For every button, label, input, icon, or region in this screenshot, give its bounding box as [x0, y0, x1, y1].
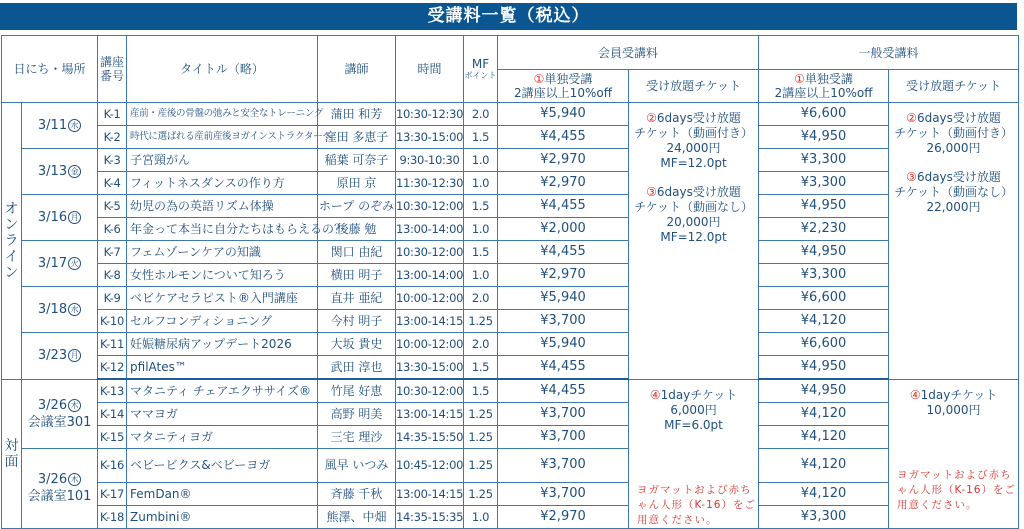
room-label: 会議室301 — [27, 414, 92, 430]
course-row — [2, 379, 1019, 403]
general-ticket-cell — [889, 379, 1019, 528]
course-row — [2, 403, 1019, 426]
member-price: ¥2,970 — [498, 172, 629, 195]
header-code: 講座番号 — [98, 36, 127, 103]
circled-number-1: ① — [533, 72, 545, 86]
general-price: ¥3,300 — [759, 505, 889, 528]
course-title: pfilAtes™ — [127, 356, 318, 380]
header-mf-label: MF — [471, 57, 490, 71]
course-title: セルフコンディショニング — [127, 310, 318, 333]
member-price: ¥3,700 — [498, 482, 629, 505]
mf-points: 1.5 — [464, 241, 498, 264]
general-price: ¥2,230 — [759, 218, 889, 241]
time: 13:00-14:15 — [396, 310, 464, 333]
general-price: ¥4,950 — [759, 195, 889, 218]
general-price: ¥3,300 — [759, 149, 889, 172]
course-title: 子宮頸がん — [127, 149, 318, 172]
course-code: K-6 — [98, 218, 127, 241]
header-date-place: 日にち・場所 — [2, 36, 98, 103]
single-label: 単独受講 — [804, 72, 853, 86]
lecturer: 蒲田 和芳 — [318, 103, 396, 126]
member-ticket-block — [629, 111, 758, 171]
course-row — [2, 287, 1019, 310]
member-ticket-line: MF=12.0pt — [660, 156, 727, 170]
header-general-fee: 一般受講料 — [759, 36, 1019, 70]
time: 14:35-15:50 — [396, 426, 464, 449]
lecturer: 竹尾 好恵 — [318, 379, 396, 403]
member-price: ¥2,000 — [498, 218, 629, 241]
day-of-week-badge: 水 — [68, 119, 81, 132]
time: 10:30-12:00 — [396, 195, 464, 218]
header-general-ticket: 受け放題チケット — [889, 70, 1019, 103]
date-cell — [22, 195, 98, 241]
header-time: 時間 — [396, 36, 464, 103]
course-title: 妊娠糖尿病アップデート2026 — [127, 333, 318, 356]
member-price: ¥4,455 — [498, 241, 629, 264]
section-label: 対面 — [2, 379, 22, 528]
mf-points: 2.0 — [464, 103, 498, 126]
mf-points: 1.25 — [464, 310, 498, 333]
date-label: 3/26 — [37, 397, 68, 413]
section-label: オンライン — [2, 103, 22, 380]
lecturer: 今村 明子 — [318, 310, 396, 333]
mf-points: 1.5 — [464, 356, 498, 380]
general-ticket-line: 26,000円 — [926, 141, 981, 155]
member-price: ¥5,940 — [498, 103, 629, 126]
time: 10:00-12:00 — [396, 287, 464, 310]
mf-points: 1.0 — [464, 149, 498, 172]
header-mf-sub: ポイント — [464, 71, 497, 80]
lecturer: 熊澤、中畑 — [318, 505, 396, 528]
member-ticket-cell — [629, 379, 759, 528]
course-row — [2, 333, 1019, 356]
time: 13:00-14:00 — [396, 264, 464, 287]
page-title: 受講料一覧（税込） — [0, 3, 1017, 30]
course-title: 時代に選ばれる産前産後ヨガインストラクターへ — [127, 126, 318, 149]
course-code: K-8 — [98, 264, 127, 287]
member-price: ¥4,455 — [498, 195, 629, 218]
member-ticket-block — [629, 388, 758, 433]
mf-points: 1.25 — [464, 403, 498, 426]
course-title: ベビービクス&ベビーヨガ — [127, 449, 318, 483]
general-price: ¥4,950 — [759, 379, 889, 403]
course-title: 産前・産後の骨盤の弛みと安全なトレーニング — [127, 103, 318, 126]
course-code: K-2 — [98, 126, 127, 149]
course-code: K-16 — [98, 449, 127, 483]
discount-label: 2講座以上10%off — [514, 86, 612, 100]
single-label: 単独受講 — [544, 72, 593, 86]
day-of-week-badge: 水 — [68, 303, 81, 316]
course-code: K-3 — [98, 149, 127, 172]
header-member-ticket: 受け放題チケット — [629, 70, 759, 103]
general-ticket-line: 1dayチケット — [920, 387, 998, 402]
general-price: ¥3,300 — [759, 264, 889, 287]
mf-points: 1.0 — [464, 218, 498, 241]
course-row — [2, 172, 1019, 195]
course-title: 幼児の為の英語リズム体操 — [127, 195, 318, 218]
mf-points: 1.25 — [464, 449, 498, 483]
member-ticket-line: チケット（動画なし） — [634, 200, 753, 214]
mf-points: 1.5 — [464, 195, 498, 218]
member-ticket-line: 20,000円 — [666, 215, 721, 229]
member-price: ¥3,700 — [498, 449, 629, 483]
mf-points: 1.25 — [464, 482, 498, 505]
lecturer: 直井 亜紀 — [318, 287, 396, 310]
lecturer: 原田 京 — [318, 172, 396, 195]
general-price: ¥3,300 — [759, 172, 889, 195]
member-ticket-line: 6days受け放題 — [656, 185, 741, 199]
member-price: ¥3,700 — [498, 310, 629, 333]
general-price: ¥4,120 — [759, 449, 889, 483]
general-price: ¥4,120 — [759, 403, 889, 426]
date-label: 3/26 — [37, 472, 68, 488]
course-code: K-11 — [98, 333, 127, 356]
course-code: K-10 — [98, 310, 127, 333]
circled-number: ③ — [906, 170, 917, 184]
lecturer: 横田 明子 — [318, 264, 396, 287]
course-title: Zumbini® — [127, 505, 318, 528]
header-general-single — [759, 70, 889, 103]
mf-points: 1.0 — [464, 172, 498, 195]
course-row — [2, 426, 1019, 449]
general-price: ¥4,120 — [759, 426, 889, 449]
course-title: フェムゾーンケアの知識 — [127, 241, 318, 264]
circled-number: ④ — [649, 387, 661, 402]
time: 9:30-10:30 — [396, 149, 464, 172]
preparation-note: ヨガマットおよび赤ちゃん人形（K-16）をご用意ください。 — [897, 468, 1016, 511]
member-price: ¥2,970 — [498, 264, 629, 287]
date-cell — [22, 241, 98, 287]
member-price: ¥5,940 — [498, 287, 629, 310]
general-ticket-cell — [889, 103, 1019, 380]
course-code: K-17 — [98, 482, 127, 505]
general-ticket-line: チケット（動画付き） — [894, 126, 1013, 140]
course-row — [2, 149, 1019, 172]
circled-number: ③ — [646, 185, 657, 199]
day-of-week-badge: 木 — [68, 399, 81, 412]
course-title: マタニティ チェアエクササイズ® — [127, 379, 318, 403]
date-label: 3/23 — [37, 348, 68, 364]
mf-points: 1.25 — [464, 426, 498, 449]
date-label: 3/18 — [37, 302, 68, 317]
time: 13:00-14:00 — [396, 218, 464, 241]
course-row — [2, 195, 1019, 218]
lecturer: 後藤 勉 — [318, 218, 396, 241]
general-price: ¥6,600 — [759, 333, 889, 356]
general-ticket-block — [889, 170, 1018, 215]
member-price: ¥3,700 — [498, 403, 629, 426]
general-price: ¥4,120 — [759, 482, 889, 505]
course-title: FemDan® — [127, 482, 318, 505]
member-price: ¥5,940 — [498, 333, 629, 356]
member-price: ¥2,970 — [498, 149, 629, 172]
preparation-note: ヨガマットおよび赤ちゃん人形（K-16）をご用意ください。 — [637, 483, 756, 526]
course-row — [2, 505, 1019, 528]
time: 13:30-15:00 — [396, 356, 464, 380]
member-ticket-line: チケット（動画付き） — [634, 126, 753, 140]
header-member-fee: 会員受講料 — [498, 36, 759, 70]
time: 13:30-15:00 — [396, 126, 464, 149]
member-ticket-cell — [629, 103, 759, 380]
member-ticket-block — [629, 185, 758, 245]
lecturer: 風早 いつみ — [318, 449, 396, 483]
date-cell — [22, 333, 98, 380]
lecturer: ホープ のぞみ — [318, 195, 396, 218]
course-code: K-4 — [98, 172, 127, 195]
lecturer: 斉藤 千秋 — [318, 482, 396, 505]
date-label: 3/13 — [37, 164, 68, 179]
day-of-week-badge: 木 — [68, 473, 81, 486]
mf-points: 2.0 — [464, 333, 498, 356]
member-ticket-line: 1dayチケット — [660, 387, 738, 402]
mf-points: 1.0 — [464, 505, 498, 528]
course-code: K-18 — [98, 505, 127, 528]
circled-number: ② — [646, 111, 657, 125]
mf-points: 1.5 — [464, 126, 498, 149]
course-title: 年金って本当に自分たちはもらえるの？ — [127, 218, 318, 241]
lecturer: 稲葉 可奈子 — [318, 149, 396, 172]
course-row — [2, 218, 1019, 241]
time: 11:30-12:30 — [396, 172, 464, 195]
mf-points: 1.0 — [464, 264, 498, 287]
date-cell — [22, 103, 98, 149]
general-price: ¥4,950 — [759, 126, 889, 149]
discount-label: 2講座以上10%off — [774, 86, 873, 100]
lecturer: 窪田 多恵子 — [318, 126, 396, 149]
header-title: タイトル（略） — [127, 36, 318, 103]
day-of-week-badge: 月 — [68, 211, 81, 224]
course-code: K-14 — [98, 403, 127, 426]
course-row — [2, 482, 1019, 505]
member-ticket-line: MF=12.0pt — [660, 230, 727, 244]
course-title: 女性ホルモンについて知ろう — [127, 264, 318, 287]
time: 10:30-12:00 — [396, 379, 464, 403]
lecturer: 関口 由紀 — [318, 241, 396, 264]
general-price: ¥6,600 — [759, 287, 889, 310]
date-label: 3/17 — [37, 256, 68, 271]
course-row — [2, 241, 1019, 264]
date-cell — [22, 287, 98, 333]
course-title: ママヨガ — [127, 403, 318, 426]
course-code: K-5 — [98, 195, 127, 218]
date-cell — [22, 379, 98, 449]
course-row — [2, 356, 1019, 380]
room-label: 会議室101 — [27, 489, 92, 505]
course-title: マタニティヨガ — [127, 426, 318, 449]
lecturer: 大坂 貴史 — [318, 333, 396, 356]
course-row — [2, 126, 1019, 149]
general-price: ¥4,950 — [759, 356, 889, 380]
mf-points: 1.5 — [464, 379, 498, 403]
course-title: ベビケアセラピスト®入門講座 — [127, 287, 318, 310]
general-ticket-line: 10,000円 — [926, 402, 981, 417]
member-price: ¥3,700 — [498, 426, 629, 449]
day-of-week-badge: 金 — [68, 165, 81, 178]
member-price: ¥2,970 — [498, 505, 629, 528]
course-code: K-1 — [98, 103, 127, 126]
member-ticket-line: 24,000円 — [666, 141, 721, 155]
general-ticket-line: チケット（動画なし） — [894, 185, 1013, 199]
lecturer: 武田 淳也 — [318, 356, 396, 380]
course-row — [2, 103, 1019, 126]
day-of-week-badge: 月 — [68, 349, 81, 362]
circled-number: ② — [906, 111, 917, 125]
time: 10:30-12:00 — [396, 241, 464, 264]
member-ticket-line: MF=6.0pt — [664, 417, 723, 432]
member-price: ¥4,455 — [498, 379, 629, 403]
course-code: K-15 — [98, 426, 127, 449]
time: 10:45-12:00 — [396, 449, 464, 483]
time: 13:00-14:15 — [396, 482, 464, 505]
time: 10:30-12:30 — [396, 103, 464, 126]
general-ticket-line: 22,000円 — [926, 200, 981, 214]
member-ticket-line: 6,000円 — [670, 402, 717, 417]
general-ticket-line: 6days受け放題 — [916, 170, 1001, 184]
general-ticket-block — [889, 111, 1018, 156]
course-row — [2, 449, 1019, 483]
circled-number-1: ① — [794, 72, 805, 86]
course-row — [2, 264, 1019, 287]
member-price: ¥4,455 — [498, 126, 629, 149]
date-cell — [22, 149, 98, 195]
general-price: ¥4,950 — [759, 241, 889, 264]
lecturer: 三宅 理沙 — [318, 426, 396, 449]
time: 13:00-14:15 — [396, 403, 464, 426]
header-member-single — [498, 70, 629, 103]
general-price: ¥4,120 — [759, 310, 889, 333]
time: 10:00-12:00 — [396, 333, 464, 356]
date-label: 3/16 — [37, 210, 68, 225]
date-label: 3/11 — [37, 118, 68, 133]
day-of-week-badge: 火 — [68, 257, 81, 270]
mf-points: 2.0 — [464, 287, 498, 310]
course-row — [2, 310, 1019, 333]
lecturer: 高野 明美 — [318, 403, 396, 426]
course-code: K-7 — [98, 241, 127, 264]
course-title: フィットネスダンスの作り方 — [127, 172, 318, 195]
general-ticket-block — [889, 388, 1018, 418]
member-price: ¥4,455 — [498, 356, 629, 380]
circled-number: ④ — [909, 387, 921, 402]
member-ticket-line: 6days受け放題 — [656, 111, 741, 125]
time: 14:35-15:35 — [396, 505, 464, 528]
fee-table — [1, 35, 1019, 529]
general-price: ¥6,600 — [759, 103, 889, 126]
header-lecturer: 講師 — [318, 36, 396, 103]
header-mf — [464, 36, 498, 103]
course-code: K-13 — [98, 379, 127, 403]
course-code: K-9 — [98, 287, 127, 310]
date-cell — [22, 449, 98, 529]
general-ticket-line: 6days受け放題 — [916, 111, 1001, 125]
course-code: K-12 — [98, 356, 127, 380]
